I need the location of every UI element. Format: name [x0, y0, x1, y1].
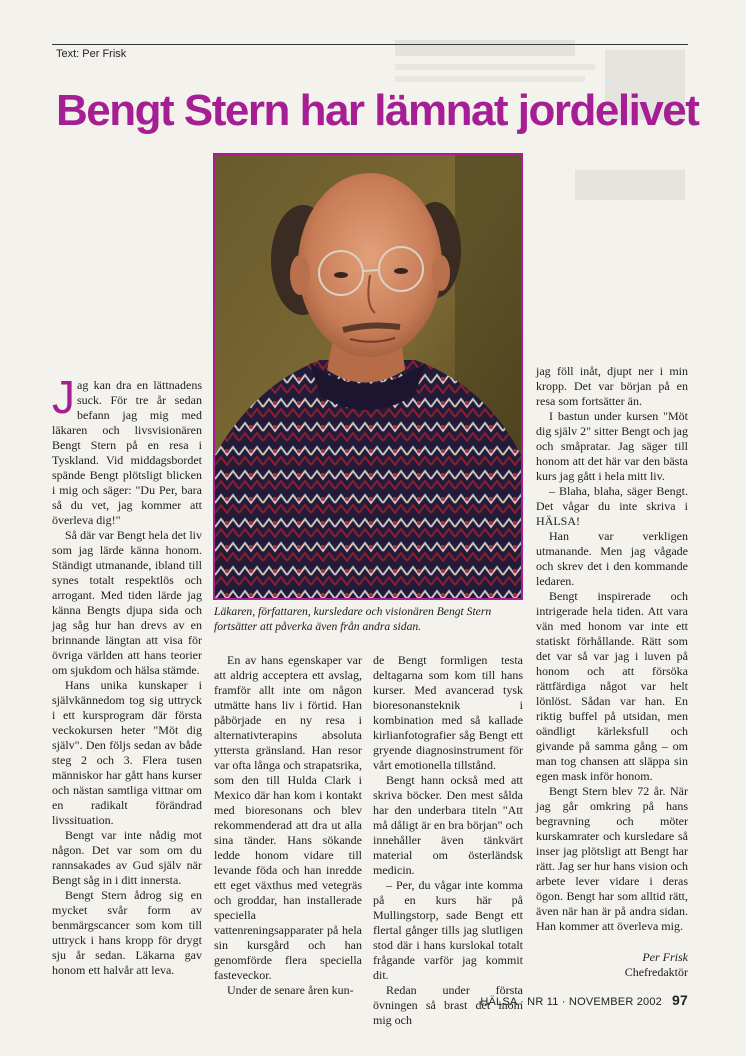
paragraph: Hans unika kunskaper i självkännedom tog sig uttryck i ett kursprogram där första veckokursen heter "Möt dig själv". Den följs sedan av både steg 2 och 3. Flera tusen människor har gått hans kurser och nästan samtliga vittnar om en radikalt förändrad livssituation. — [52, 678, 202, 827]
paragraph: Bengt var inte nådig mot någon. Det var som om du rannsakades av Gud själv när Bengt såg in i ditt innersta. — [52, 828, 202, 887]
paragraph: Bengt Stern blev 72 år. När jag går omkring på hans begravning och möter kurskamrater och kursledare så inser jag plötsligt att Bengt har rätt. Jag ser hur hans vision och arbete lever vidare i deras ögon. Bengt har som alltid rätt, även när han är på andra sidan. Han kommer att överleva mig. — [536, 784, 688, 933]
author-signoff — [560, 950, 688, 980]
portrait-photo — [213, 153, 523, 600]
paragraph: I bastun under kursen "Möt dig själv 2" sitter Bengt och jag och småpratar. Jag säger till honom att det här var den bästa kurs jag gått i hela mitt liv. — [536, 409, 688, 483]
photo-caption: Läkaren, författaren, kursledare och visionären Bengt Stern fortsätter att påverka även från andra sidan. — [214, 605, 492, 633]
byline: Text: Per Frisk — [56, 48, 127, 60]
article-column-4 — [536, 364, 688, 934]
paragraph: Under de senare åren kun- — [227, 983, 354, 997]
paragraph: Han var verkligen utmanande. Men jag vågade och skrev det i den kommande ledaren. — [536, 529, 688, 588]
portrait-illustration — [215, 155, 521, 598]
article-column-2 — [214, 653, 362, 998]
author-title: Chefredaktör — [624, 965, 688, 979]
paragraph — [52, 371, 202, 528]
paragraph: Bengt inspirerade och intrigerade hela tiden. Att vara vän med honom var inte ett statiskt förhållande. Rätt som det var så var jag i luven på honom och att försöka rättfärdiga något var helt lönlöst. Sådan var han. En riktig buffel på utsidan, men oändligt kärleksfull och givande på samma gång – om man tog chansen att släppa sin egen mask inför honom. — [536, 589, 688, 783]
paragraph: Bengt Stern ådrog sig en mycket svår form av benmärgscancer som kom till uttryck i hans kropp för drygt sju år sedan. Läkarna gav honom ett halvår att leva. — [52, 888, 202, 977]
drop-cap: J — [52, 371, 75, 423]
page-footer — [480, 992, 688, 1008]
paragraph: Redan under första övningen så brast det inom mig och — [373, 983, 523, 1027]
author-name: Per Frisk — [642, 950, 688, 964]
article-column-3 — [373, 653, 523, 1028]
article-column-1 — [52, 371, 202, 978]
paragraph: jag föll inåt, djupt ner i min kropp. Det var början på en resa som fortsätter än. — [536, 364, 688, 408]
page-number: 97 — [672, 992, 688, 1008]
paragraph-text: ag kan dra en lättnadens suck. För tre år sedan befann jag mig med läkaren och livsvisionären Bengt Stern på en resa i Tyskland. Vid middagsbordet spände Bengt plötsligt blicken i mig och säger: "Du Per, bara så du vet, jag kommer att överleva dig!" — [52, 378, 202, 527]
issue-info: HÄLSA · NR 11 · NOVEMBER 2002 — [480, 996, 663, 1008]
paragraph: – Blaha, blaha, säger Bengt. Det vågar du inte skriva i HÄLSA! — [536, 484, 688, 528]
paragraph: de Bengt formligen testa deltagarna som kom till hans kurser. Med avancerad tysk bioresonansteknik i kombination med så kallade kirlianfotografier såg Bengt ett gryende diagnosinstrument för vårt emotionella tillstånd. — [373, 653, 523, 772]
paragraph: – Per, du vågar inte komma på en kurs här på Mullingstorp, sade Bengt ett flertal gånger tills jag slutligen stod där i hans kurslokal totalt frågande varför jag kommit dit. — [373, 878, 523, 982]
paragraph: Bengt hann också med att skriva böcker. Den mest sålda har den underbara titeln "Att må dåligt är en bra början" och innehåller även tänkvärt material om österländsk medicin. — [373, 773, 523, 877]
paragraph: En av hans egenskaper var att aldrig acceptera ett avslag, framför allt inte om någon utmätte hans liv i förtid. Han påbörjade en ny resa i alternativterapins absoluta yttersta gränsland. Han resor var ofta långa och strapatsrika, som den till Hulda Clark i Mexico där han kom i kontakt med bioresonans och blev rekommenderad att dra ut alla sina tänder. Hans sökande ledde honom vidare till levande föda och han inredde ett eget växthus med vetegräs och groddar, han installerade speciella vattenreningsapparater på hela sin kursgård och han genomförde flera speciella fasteveckor. — [214, 653, 362, 982]
headline: Bengt Stern har lämnat jordelivet — [56, 86, 699, 135]
paragraph: Så där var Bengt hela det liv som jag lärde känna honom. Ständigt utmanande, ibland till synes totalt respektlös och arrogant. Med tiden lärde jag känna Bengts djupa sida och jag såg hur han drevs av en brinnande längtan att visa för övriga världen att hans teorier om sjukdom och hälsa stämde. — [52, 528, 202, 677]
